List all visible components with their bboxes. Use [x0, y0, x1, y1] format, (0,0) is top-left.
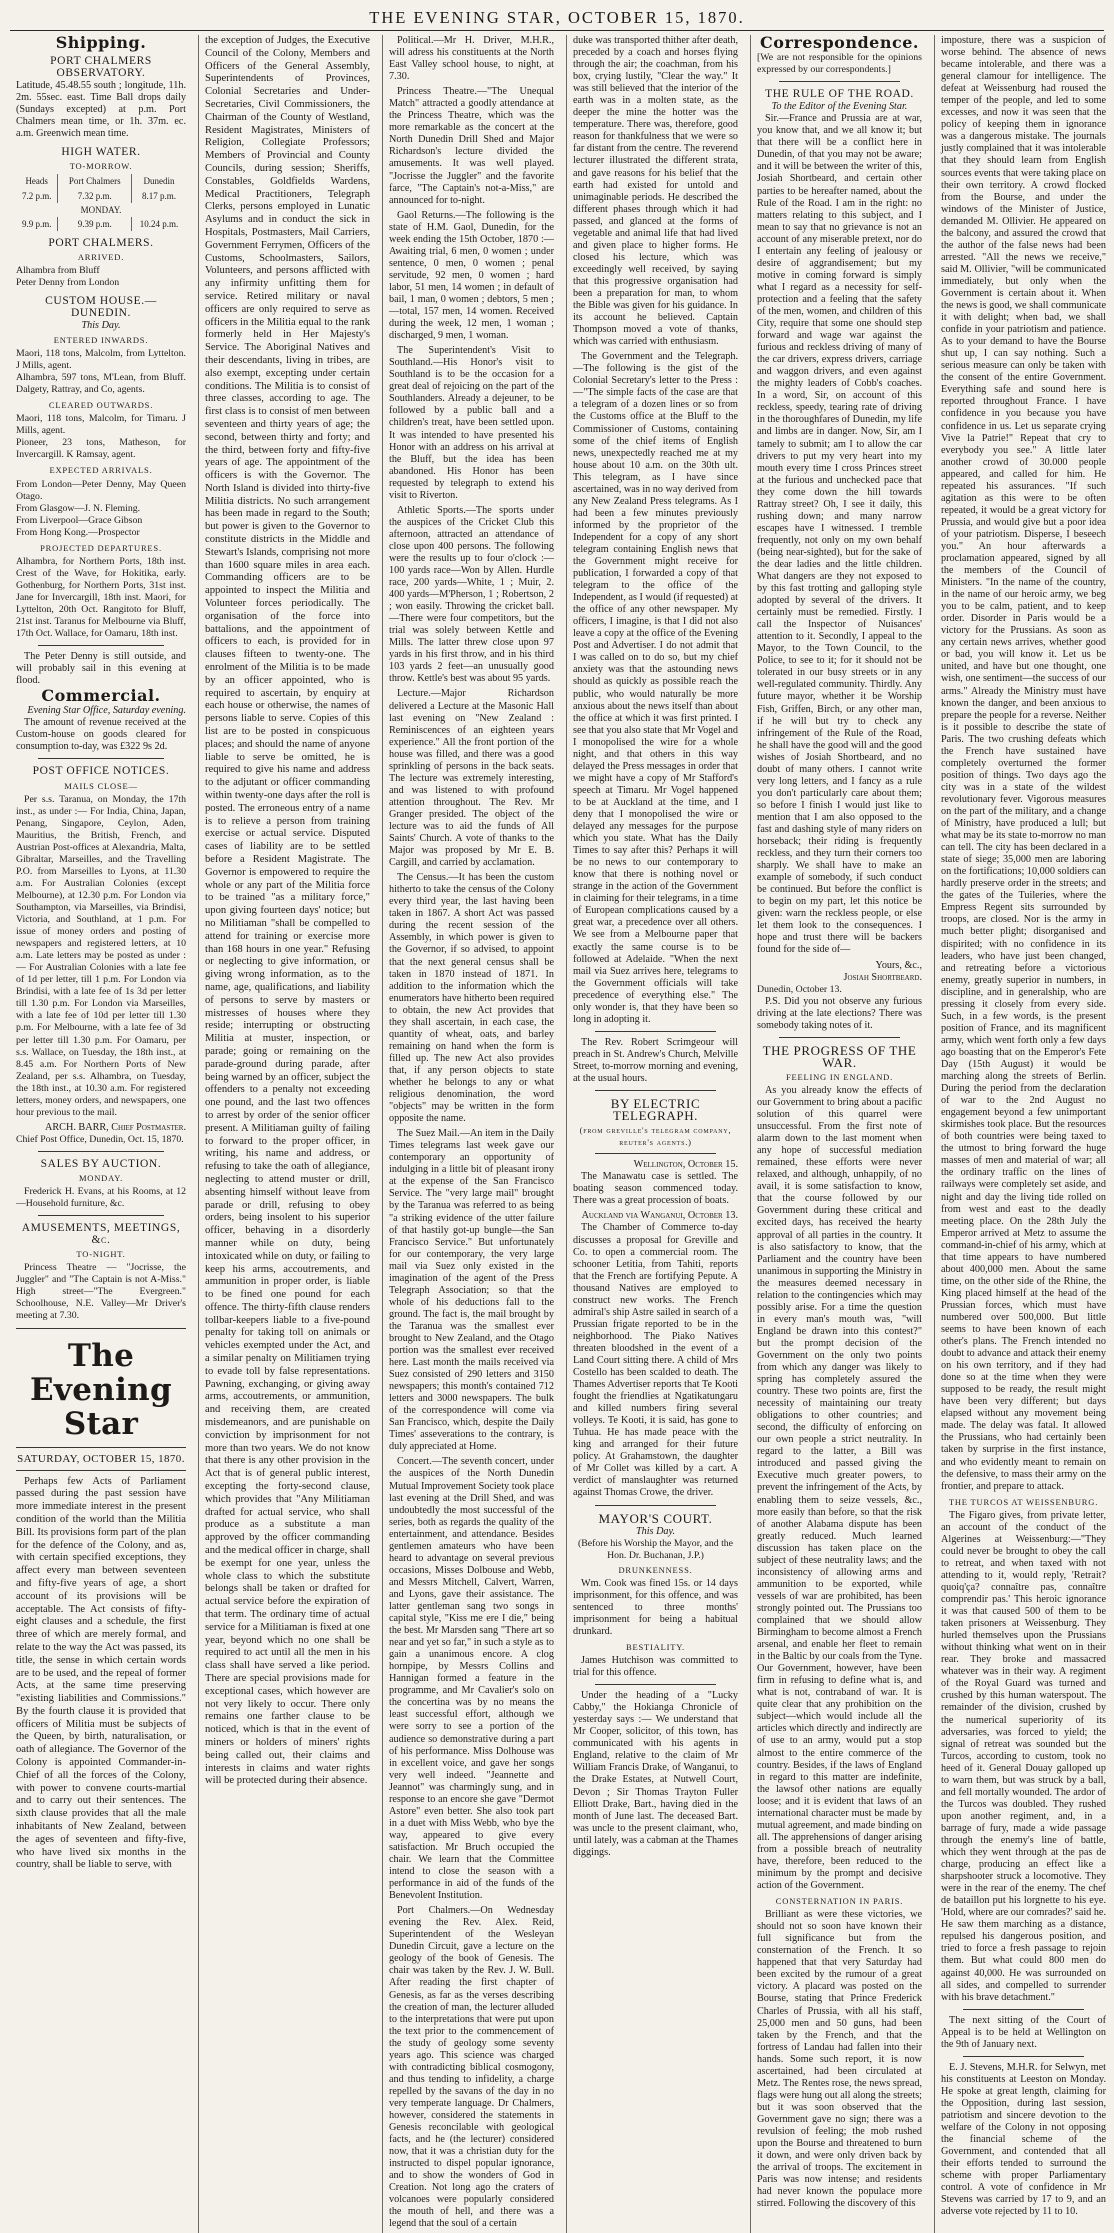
expected-label: EXPECTED ARRIVALS. [49, 465, 153, 476]
concert-note: Concert.—The seventh concert, under the auspices of the North Dunedin Mutual Improvement Society took place last evening at the Drill Shed, and was undoubtedly the most successful of the series, both as regards the quality of the entertainment, and attendance. Besides gentlemen amateurs who have been heard to advantage on several previous occasions, Misses Dolbouse and Webb, and Messrs Mitchell, Calvert, Warren, and Lyons, gave their assistance. The latter gentleman sang two songs in capital style, "Kiss me ere I die," being the best. Mr Marsden sang "There art so near and yet so far," in such a style as to gain a unanimous encore. A clog hornpipe, by Messrs Collins and Hannigan formed a feature in the programme, and Mr Cavalier's solo on the concertina was by no means the least successful effort, although we were sorry to see a portion of the audience so demonstrative during a part of his performance. Miss Dolhouse was in excellent voice, and gave her songs very well indeed. "Jeannette and Jeannot" was charmingly sung, and in response to an encore she gave "Dermot Astore" even better. She also took part in a duet with Miss Webb, who bye the way, appeared to give every satisfaction. Mr Bruch occupied the chair. We learn that the Committee intend to close the season with a performance in aid of the funds of the Benevolent Institution. [389, 1456, 554, 1902]
divider [595, 1153, 716, 1154]
court-appeal-note: The next sitting of the Court of Appeal is to be held at Wellington on the 9th of January next. [941, 2014, 1106, 2050]
arrived-label: ARRIVED. [77, 251, 125, 262]
bestiality-label: BESTIALITY. [626, 1642, 685, 1652]
mayors-court-before: (Before his Worship the Mayor, and the Hon. Dr. Buchanan, J.P.) [577, 1537, 734, 1561]
paris-subtitle: CONSTERNATION IN PARIS. [775, 1896, 904, 1907]
tide-cell: 9.39 p.m. [58, 217, 132, 231]
gaol-note: Gaol Returns.—The following is the state of H.M. Gaol, Dunedin, for the week ending the 15th October, 1870 :—Awaiting trial, 6 men, 0 women ; under sentence, 0 men, 0 women ; penal servitude, 92 men, 0 women ; hard labor, 51 men, 14 women ; in default of bail, 1 man, 0 women ; debtors, 5 men ;—total, 157 men, 14 women. Received during the week, 12 men, 1 woman ; discharged, 9 men, 1 woman. [389, 209, 554, 342]
lecture-continued: duke was transported thither after death, preceded by a coach and horses flying through the air; the coachman, from his box, crying lustily, "Clear the way." It was still believed that the interior of the earth was in a molten state, as the deeper the mine the hotter was the temperature. There was, therefore, good reason for thankfulness that we were so far distant from the centre. The reverend lecturer illustrated the different strata, and gave reasons for his belief that the earth had existed for untold and unimaginable periods. He described the different phases through which it had passed, and glanced at the forms of vegetable and animal life that had lived and given place to higher forms. He closed his lecture, which was exceedingly well received, by saying that this progressive organisation had been a preparation for man, to whom the Bible was given for his guidance. In its account he believed. Captain Thompson moved a vote of thanks, which was carried with enthusiasm. [573, 35, 738, 348]
tide-col-port: Port Chalmers [58, 174, 132, 188]
tide-cell: 7.32 p.m. [58, 189, 132, 203]
amusements-text: Princess Theatre — "Jocrisse, the Juggler" and "The Captain is not A-Miss." High street—"The Evergreen." Schoolhouse, N.E. Valley—Mr Driver's meeting at 7.30. [16, 1262, 186, 1322]
denny-note: The Peter Denny is still outside, and will probably sail in this evening at flood. [16, 651, 186, 687]
tide-cell: 10.24 p.m. [139, 218, 179, 229]
sales-day: MONDAY. [78, 1172, 124, 1183]
port-chalmers-note: Port Chalmers.—On Wednesday evening the Rev. Alex. Reid, Superintendent of the Wesleyan Dunedin Circuit, gave a lecture on the geology of the book of Genesis. The chair was taken by the Rev. J. W. Bull. After reading the first chapter of Genesis, as far as the verses describing the creation of man, the lecturer alluded to the interpretations that were put upon the text prior to the commencement of the study of geology some seventy years ago. This science was charged with contradicting biblical cosmogony, and thus tending to infidelity, a charge repelled by the savans of the day in no very temperate language. Dr Chalmers, however, considered the statements in Genesis reconcilable with geological facts, and he (the lecturer) considered now, that it was a christian duty for the instructed to dispel popular ignorance, and to show the wonders of God in Creation. Not long ago the craters of volcanoes were popularly considered the mouth of hell, and there was a legend that the soul of a certain [389, 1905, 554, 2230]
letter-place: Dunedin, October 13. [757, 983, 842, 995]
figaro-text: The Figaro gives, from private letter, an account of the conduct of the Algerines at Weissenburg:—"They could never be brought to obey the call to retreat, and when taxed with not attending to it, would reply, 'Retrait? quoiq'ça? connaître pas, connaître comprendir pas.' This heroic ignorance it was that caused 500 of them to be taken prisoners at Weissenburg. They hurled themselves upon the Prussians without thinking what went on in their rear. They broke and massacred whatever was in their way. A regiment of the Royal Guard was turned and crushed by this human waterspout. The remainder of the division, crushed by the numerical superiority of its adversaries, was forced to yield; the signal of retreat was sounded but the Turcos, according to custom, took no heed of it. General Douay galloped up to warn them, but was struck by a ball, and fell mortally wounded. The ardor of the Turcos was doubled. They rushed upon another regiment, and, in a barrage of fury, made a wide passage through the enemy's line of battle, which they went through at the pas de charge, producing an effect like a sharpshooter struck a locomotive. They were in the rear of the enemy. The chef de bataillon put his lorgnette to his eye. 'Hold, where are our comrades?' said he. He saw them marching as a distance, repulsed his dangerous position, and tried to force a fresh passage to rejoin them. But what could 800 men do against 40,000. He was surrounded on all sides, and compelled to surrender with his brave detachment." [941, 1509, 1106, 2003]
athletic-note: Athletic Sports.—The sports under the auspices of the Cricket Club this afternoon, attracted an attendance of close upon 400 persons. The following were the results up to four o'clock :—100 yards race—Won by Allen. Hurdle race, 200 yards—White, 1 ; Muir, 2. 400 yards—M'Pherson, 1 ; Robertson, 2 ; won easily. Throwing the cricket ball.—There were four competitors, but the trial was solely between Kettle and Mills. The latter threw close upon 97 yards in his first throw, and in his third 103 yards 2 feet—an unusually good throw. Kettle's best was about 95 yards. [389, 504, 554, 685]
divider [779, 81, 900, 82]
commercial-office: Evening Star Office, Saturday evening. [27, 705, 186, 717]
column-3 [382, 35, 560, 2233]
shipping-heading: Shipping. [55, 33, 147, 52]
entered-label: ENTERED INWARDS. [53, 334, 149, 345]
amusements-title: AMUSEMENTS, MEETINGS, &c. [21, 1222, 181, 1247]
drunkenness-text: Wm. Cook was fined 15s. or 14 days imprisonment, for this offence, and was sentenced to three months' imprisonment for being a habitual drunkard. [573, 1577, 738, 1637]
war-text: As you already know the effects of our Government to bring about a pacific solution of this quarrel were unsuccessful. From the first note of alarm down to the last moment when any hope of successful mediation remained, these efforts were never relaxed, and although, unhappily, of no avail, it is some satisfaction to know, that the course followed by our Government during these critical and excited days, has received the hearty approval of all parties in the country. It is also satisfactory to know, that the Parliament and the country have been unanimous in supporting the Ministry in the measures deemed necessary in relation to the contingencies which may possibly arise. For a time the question in every man's mouth was, "will England be drawn into this contest?" but the prompt decision of the Government on the only two points from which any danger was likely to spring has completely assured the country. These two points are, first the necessity of maintaining our treaty obligations to other countries; and second, the difficulty of enforcing on our own people a strict neutrality. In regard to the latter, a Bill was introduced and passed giving the Executive much greater powers, to prevent the infringement of the Acts, by enabling them to seize vessels, &c., more easily than before, so that the risk of another Alabama dispute has been greatly reduced. Much learned discussion has taken place on the subject of these neutrality laws; and the inconsistency of allowing arms and ammunition to be exported, while vessels of war are prohibited, has been strongly pointed out. The Prussians too complained that we should allow Birmingham to become almost a French arsenal, and enable her fleet to remain in the Baltic by our coals from the Tyne. Our Government, however, have been firm in refusing to define what is, and what is not, contraband of war. It is quite clear that any prohibition on the subject—which would include all the articles which directly and indirectly are of use to an army, would put a stop almost to the entire commerce of the country. Besides, if the laws of England in regard to this matter are indefinite, the lawsof other nations are equally loose; and it is evident that laws of an international character must be made by mutual agreement, and made binding on all. The apprehensions of danger arising from a possible breach of neutrality have, therefore, been reduced to the minimum by the prompt and decisive action of the Government. [757, 1084, 922, 1892]
leader-date: SATURDAY, OCTOBER 15, 1870. [17, 1452, 185, 1465]
column-2 [198, 35, 376, 2233]
militia-article: the exception of Judges, the Executive Council of the Colony, Members and Officers of the General Assembly, Superintendents of Provinces, Colonial Secretaries and Under-Secretaries, Civil Commissioners, the Chairman of the County of Westland, Resident Magistrates, Ministers of Religion, Collegiate Professors; Members of Provincial and County Councils, during session; Sheriffs, Constables, Goldfields Wardens, Medical Practitioners, Telegraph Clerks, persons employed in Lunatic Asylums and in conduct the sick in Hospitals, Postmasters, Mail Carriers, Government Ferrymen, Officers of the Customs, Schoolmasters, Sailors, Volunteers, and persons afflicted with any infirmity unfitting them for service. Retired military or naval officers are only required to serve as officers in the Militia equal to the rank formerly held in Her Majesty's Service. The Aboriginal Natives and their descendants, living in tribes, are also exempt, excepting under certain conditions. The Militia is to consist of three classes, according to age. The first class is to consist of men between seventeen and thirty years of age; the second, between thirty and forty; and the third, between forty and fifty-five years of age. The appointment of the officers is with the Governor. The North Island is divided into thirty-five Militia districts. No such arrangement has been made in regard to the South; but power is given to the Governor to constitute districts in the Middle and Stewart's Islands, comprising not more than 1600 square miles in area each. Commanding officers are to be appointed to inspect the Militia and Volunteer forces periodically. The organisation of the force into battalions, and the appointment of officers to each, is provided for in clauses fifteen to twenty-one. The enrolment of the Militia is to be made by an officer appointed, who is required to ascertain, by enquiry at each house or otherwise, the names of persons liable to serve. Copies of this list are to be posted in conspicuous places; and should the name of anyone liable to serve be omitted, he is required to give his name and address to the adjutant or officer commanding within twenty-one days after the roll is posted. The erroneous entry of a name is to relieve a person from training exercise or actual service. Disputed cases of liability are to be settled before a Resident Magistrate. The Governor is empowered to require the whole or any part of the Militia force to be trained "as a military force," upon giving fourteen days' notice; but no Militiaman "shall be compelled to attend for training or exercise more than 168 hours in one year." Refusing or neglecting to give information, or giving wrong information, as to the name, age, qualifications, and liability of persons to serve by masters or mistresses of houses where they reside; interrupting or obstructing Militia at muster, inspection, or parade; going or remaining on the parade-ground during parade, after being warned by an officer, subject the offenders to a penalty not exceeding one pound, and the last two offences to arrest by order of the senior officer present. A Militiaman guilty of failing to forward to the proper officer, in writing, his name and address, or refusing to take the oath of allegiance, neglecting to attend muster or drill, absenting himself without leave from parade or drill, refusing to obey orders, being insolent to his superior officer, behaving in a disorderly manner while on duty, being intoxicated while on duty, or failing to keep his arms, accoutrements, and ammunition in proper order, is liable to be fined one pound for each offence. The thirty-fifth clause renders tollbar-keepers liable to a five-pound penalty for taking toll on animals or vehicles exempted under the Act, and a similar penalty on Militiamen trying to evade toll by false representations. Pawning, exchanging, or giving away arms, accoutrements, or ammunition, and receiving them, are created misdemeanors, and are punishable on conviction by imprisonment for not more than two years. We do not know that there is any other provision in the Act that is of general public interest, excepting the forty-second clause, which provides that "Any Militiaman drafted for actual service, who shall produce as a substitute a man approved by the officer commanding and the medical officer in charge, shall be exempt for one year, unless the whole class to which the substitute belongs shall be taken or drafted for actual service before the expiration of that term. The ordinary time of actual service for a Militiaman is fixed at one year, beyond which no one shall be required to act until all the men in his class shall have served a like period. There are special provisions made for exceptional cases, which however are not very likely to occur. There only remains one farther clause to be noticed, which is that in the event of miners or holders of miners' rights being called out, their claims and interests in claims and water rights will be protected during their absence. [205, 35, 370, 1787]
bestiality-text: James Hutchison was committed to trial for this offence. [573, 1655, 738, 1679]
divider [38, 645, 164, 646]
column-6 [934, 35, 1112, 2233]
cleared-text: Maori, 118 tons, Malcolm, for Timaru. J Mills, agent. Pioneer, 23 tons, Matheson, for Invercargill. K Ramsay, agent. [16, 413, 186, 461]
high-water-title: HIGH WATER. [61, 146, 141, 159]
suez-note: The Suez Mail.—An item in the Daily Times telegrams last week gave our contemporary an opportunity of indulging in a little bit of pleasant irony at the expense of the San Francisco Service. The "very large mail" brought by the Taranua was referred to as being "a striking evidence of the utter failure of that hastily got-up bungle—the San Francisco Service." But unfortunately for our contemporary, the very large mail via Suez only existed in the imagination of the agent of the Press Telegraph Association; so that the whole of his deductions fall to the ground. The fact is, the mail brought by the Taranua was the smallest ever brought to New Zealand, and the Otago portion was the smallest ever received here. Last month the mails received via Suez consisted of 290 letters and 3150 newspapers; this month's contained 712 letters and 3000 newspapers. The bulk of the correspondence will come via San Francisco, which, despite the Daily Times' asseverations to the contrary, is duly appreciated at Home. [389, 1128, 554, 1453]
this-day: This Day. [81, 319, 121, 331]
tomorrow-label: TO-MORROW. [69, 161, 133, 172]
divider [595, 1090, 716, 1091]
correspondence-note: [We are not responsible for the opinions expressed by our correspondents.] [757, 52, 922, 76]
divider [595, 1684, 716, 1685]
letter-address: To the Editor of the Evening Star. [771, 101, 908, 113]
theatre-note: Princess Theatre.—"The Unequal Match" attracted a goodly attendance at the Princess Theatre, which was the more remarkable as the concert at the North Dunedin Drill Shed and Major Richardson's lecture divided the amusements. It was well played. "Jocrisse the Juggler" and the favorite farce, "The Captain's not-a-Miss," are announced for to-night. [389, 86, 554, 206]
columns [10, 33, 1106, 2230]
census-note: The Census.—It has been the custom hitherto to take the census of the Colony every third year, the last having been taken in 1867. A short Act was passed during the recent session of the Assembly, in which power is given to the Governor, if so advised, to appoint that the next general census shall be taken in 1870 instead of 1871. In addition to the information which the enumerators have hitherto been required to obtain, the new Act provides that they shall ascertain, in each case, the quantity of wheat, oats, and barley remaining on hand when the form is filled up. The new Act also provides that, if any person objects to state whether he belongs to any or what religious denomination, the word "objects" may be written in the form opposite the name. [389, 872, 554, 1125]
departures-text: Alhambra, for Northern Ports, 18th inst. Crest of the Wave, for Hokitika, early. Gothenburg, for Northern Ports, 31st inst. Jane for Invercargill, 18th inst. Maori, for Lyttelton, 20th Oct. Rangitoto for Bluff, 21st inst. Taranus for Melbourne via Bluff, 17th Oct. Wallace, for Oamaru, 18th inst. [16, 555, 186, 640]
divider [16, 1447, 186, 1448]
divider [16, 1328, 186, 1329]
lucky-cabby-note: Under the heading of a "Lucky Cabby," the Hokianga Chronicle of yesterday says :— We understand that Mr Cooper, solicitor, of this town, has communicated with his agents in England, relative to the claim of Mr William Francis Drake, of Wanganui, to the Drake Estates, at Nutwell Court, Devon ; Sir Thomas Trayton Fuller Elliott Drake, Bart., having died in the month of June last. The deceased Bart. was uncle to the present claimant, who, until lately, was a cabman at the Thames diggings. [573, 1690, 738, 1858]
letter-body: Sir.—France and Prussia are at war, you know that, and we all know it; but that there will be a conflict here in Dunedin, of that you may not be aware; and it will be between the writer of this, Josiah Shortbeard, and certain other parties to be hereafter named, about the Rule of the Road. I am in the right: no matters relating to this subject, and I mean to say that no grievance is not an account of any miserable pretext, nor do I entertain any feeling of jealousy or desire of aggrandisement; but my motive in coming forward is simply what I regard as a necessity for self-protection and a feeling that the safety of the men, women, and children of this City, require that some one should step forward and wage war against the furious and reckless driving of many of the car drivers, express drivers, carriage and waggon drivers, and even against the mighty leaders of Cobb's coaches. In a word, Sir, on account of this reckless, speedy, tearing rate of driving in the thoroughfares of Dunedin, my life and limbs are in danger. Now, Sir, am I tamely to submit; am I to allow the car drivers to put my very heart into my mouth every time I cross Princes street at the furious and unchecked pace that they come down the hill towards Rattray street? Oh, I see it daily, this rushing down; and many narrow escapes have I witnessed. I tremble frequently, not only on my own behalf (being near-sighted), but for the sake of the dear ladies and the little children. What dangers are they not exposed to by this fast trotting and galloping style adopted by several of the drivers. It certainly must be remedied. Firstly. I call the Inspector of Nuisances' attention to it. Secondly, I appeal to the Mayor, to the Town Council, to the Police, to see to it; for it should not be tolerated in our busy streets or in any well-regulated community. Thirdly. Any future mayor, whether it be Worship Fish, Griffen, Birch, or any other man, if he will but try to check any infringement of the Rule of the Road, he shall have the good will and the good wishes of Josiah Shortbeard, and no doubt of many others. I cannot write very long letters, and I fancy as a rule you don't particularly care about them; so before I finish I would just like to mention that I am also opposed to the fast and dashing style of many riders on horseback; their riding is frequently reckless, and they turn their corners too sharply. We shall have to make an example of somebody, if such conduct be continued. But before the conflict is to begin on my part, let this notice be given: warn the reckless people, or else let them look to the consequences. I hope and trust there will be backers found for the side of— [757, 113, 922, 956]
auckland-dateline: Auckland via Wanganui, October 13. [581, 1210, 738, 1222]
masthead [10, 0, 1104, 31]
divider [16, 1470, 186, 1471]
divider [595, 1505, 716, 1506]
leader-article: Perhaps few Acts of Parliament passed during the past session have more immediate interest in the present condition of the world than the Militia Bill. Its provisions form part of the plan for the defence of the Colony, and as, with certain specified exceptions, they affect every man between seventeen and fifty-five years of age, a short account of its provisions will be acceptable. The Act consists of fifty-eight clauses and a schedule, the first three of which are merely formal, and relate to the way the Act was passed, its title, the sense in which certain words are to be used, and the repeal of former Acts, at the same time preserving "existing liabilities and Commissions." By the fourth clause it is provided that officers of Militia must be subjects of the Queen, by birth, naturalisation, or oath of allegiance. The Governor of the Colony is appointed Commander-in-Chief of all the forces of the Colony, with power to convene courts-martial and to carry out their sentences. The sixth clause provides that all the male inhabitants of New Zealand, between the ages of seventeen and fifty-five, who have lived six months in the country, shall be liable to serve, with [16, 1475, 186, 1871]
war-subtitle: FEELING IN ENGLAND. [785, 1071, 894, 1082]
lecture-note: Lecture.—Major Richardson delivered a Lecture at the Masonic Hall last evening on "New Zealand : Reminiscences of an eighteen years experience." All the front portion of the house was filled, and there was a good sprinkling of persons in the back seats. The lecture was extremely interesting, and was listened to with profound attention throughout. The Rev. Mr Granger presided. The object of the lecture was to aid the funds of All Saints' Church. A vote of thanks to the Major was proposed by Mr E. B. Cargill, and carried by acclamation. [389, 688, 554, 869]
divider [38, 758, 164, 759]
visit-note: The Superintendent's Visit to Southland.—His Honor's visit to Southland is to be the occasion for a great deal of rejoicing on the part of the Southlanders. Already a dejeuner, to be followed by a public ball and a children's treat, have been settled upon. It was intended to have presented his Honor with an address on his arrival at the Bluff, but the idea has been abandoned. His Honor has been requested by telegraph to extend his visit to Riverton. [389, 345, 554, 501]
custom-house-title: CUSTOM HOUSE.—DUNEDIN. [45, 294, 157, 319]
column-4 [566, 35, 744, 2233]
war-title: THE PROGRESS OF THE WAR. [762, 1042, 917, 1070]
mayors-court-title: MAYOR'S COURT. [598, 1510, 713, 1526]
mayors-court-day: This Day. [635, 1525, 676, 1537]
divider [38, 1215, 164, 1216]
tide-cell: 8.17 p.m. [142, 190, 177, 201]
letter-closing: Yours, &c., [875, 959, 922, 971]
telegraph-subtitle: (from greville's telegram company, reuter's agents.) [579, 1125, 732, 1148]
telegraph-title: BY ELECTRIC TELEGRAPH. [610, 1096, 701, 1124]
commercial-text: The amount of revenue received at the Custom-house on goods cleared for consumption to-day, was £322 9s 2d. [16, 717, 186, 753]
observatory-text: Latitude, 45.48.55 south ; longitude, 11h. 2m. 55sec. east. Time Ball drops daily (Sundays excepted) at p.m. Port Chalmers mean time, or 1h. 37m. ec. a.m. Greenwich mean time. [16, 80, 186, 140]
tide-table [16, 174, 186, 230]
observatory-title: PORT CHALMERS OBSERVATORY. [50, 55, 152, 80]
paris-text: Brilliant as were these victories, we should not so soon have known their full significance but from the consternation of the French. It so happened that that very Saturday had been excited by the rumour of a great victory. A placard was posted on the Bourse, stating that Prince Frederick Charles of Prussia, with all his staff, 25,000 men and 50 guns, had been taken by the French, and that the fortress of Landau had fallen into their hands. Some such report, it is now ascertained, had been circulated at Metz. The Rentes rose, the news spread, flags were hung out all along the streets; but it was soon observed that the Government gave no sign; there was a revulsion of feeling; the mob rushed upon the Bourse and threatened to burn it down, and were only driven back by the arrival of troops. The excitement in Paris was now intense; and residents had never known the populace more stirred. Following the discovery of this [757, 1909, 922, 2210]
stevens-note: E. J. Stevens, M.H.R. for Selwyn, met his constituents at Leeston on Monday. He spoke at great length, claiming for the Opposition, during last session, patriotism and sincere devotion to the welfare of the Colony in not opposing the financial scheme of the Government, and contended that all their efforts tended to surround the scheme with proper Parliamentary control. A vote of confidence in Mr Stevens was carried by 17 to 9, and an adverse vote rejected by 11 to 10. [941, 2061, 1106, 2218]
departures-label: PROJECTED DEPARTURES. [40, 542, 162, 553]
mails-close-label: MAILS CLOSE— [64, 780, 138, 791]
amusements-day: TO-NIGHT. [76, 1249, 126, 1260]
sales-text: Frederick H. Evans, at his Rooms, at 12—Household furniture, &c. [16, 1186, 186, 1210]
evening-star-flag: The Evening Star [30, 1337, 172, 1442]
arrived-text: Alhambra from Bluff Peter Denny from London [16, 264, 120, 288]
divider [595, 1031, 716, 1032]
paris-continued: imposture, there was a suspicion of worse behind. The absence of news became intolerable, and there was a general clamour for intelligence. The defeat at Weissenburg had roused the temper of the people, and led to some excesses, and now it was seen that the policy of keeping them in ignorance was a dangerous mistake. The journals justly complained that it was intolerable that they should learn from English sources events that were taking place on their own territory. A crowd flocked from the Bourse, and under the windows of the Minister of Justice, demanded M. Ollivier. He appeared on the balcony, and assured the crowd that the author of the false news had been arrested. "All the news we receive," said M. Ollivier, "will be communicated immediately, but only when the Government is certain about it. When the news is good, we shall communicate it with delight; when bad, we shall confide in your patriotism and patience. As to your demand to have the Bourse shut up, I can say nothing. Such a serious measure can only be taken with the consent of the entire Government. Everything safe and sound here is reported throughout France. I have confidence in you because you have confidence in us. Let us separate crying Vive la Patrie!" Repeat that cry to everybody you see." A little later another crowd of 30.000 people appeared, and called for him. He repeated his assurances. "If such agitation as this were to be often repeated, it would be a great victory for Prussia, and would give but a poor idea of your patriotism. Disperse, I beseech you." An hour afterwards a proclamation appeared, signed by all the members of the Council of Ministers. "In the name of the country, in the name of our heroic army, we beg you to be calm, patient, and to keep order. Disorder in Paris would be a victory for the Prussians. As soon as any certain news arrives, whether good or bad, you will know it. Let us be united, and have but one thought, one wish, one sentiment—the success of our arms." Already the Ministry must have known the danger, and been anxious to prepare the people for a reverse. Neither is it possible to describe the state of Paris. The two crushing defeats which the French have sustained have completely overturned the former position of things. Two days ago the city was in a state of the wildest revolutionary fever. Vigorous measures on the part of the military, and a change of Ministry, have produced a lull; but what may be its state to-morrow no man can tell. The city has been declared in a state of siege; 35,000 men are laboring on the fortifications; 10,000 soldiers can hardly preserve order in the streets; and the gates of the Tuileries, where the Empress Regent sits surrounded by troops, are closed. Nor is the army in much better plight; disorganised and dispirited; with no confidence in its leaders, who have just been changed, and retreating before a victorious enemy, greatly superior in numbers, in discipline, and in generalship, who are pressing it closely from every side. Such, in a few words, is the present position of France, and its magnificent army, which went forth only a few days ago boasting that on the Emperor's Fete Day (15th August) it would be marching along the streets of Berlin. During the period from the declaration of war to the 2nd August no engagement beyond a few unimportant skirmishes took place. But the resources of both countries were being taxed to the utmost to bring forward the huge masses of men and material of war; all the ordinary traffic on the lines of railways were completely set aside, and night and day the living tide rolled on from west and east to the deadly meeting place. On the 28th July the Emperor arrived at Metz to assume the command-in-chief of his army, which at that time appears to have numbered about 400,000 men. About the same time, on the other side of the Rhine, the King placed himself at the head of the Prussian forces, which must have numbered over 500,000. But little seems to have been known of each other's plans. The French intended no doubt to advance and attack their enemy on his own territory, and if they had done so at the time when they were supposed to be ready, the result might have been very different; but days elapsed without any movement being made. The delay was fatal. It allowed the Prussians, who had certainly been taken by surprise in the first instance, and who evidently meant to remain on the defensive, to mass their army on the frontier, and prepare to attack. [941, 35, 1106, 1492]
commercial-heading: Commercial. [41, 686, 161, 706]
port-chalmers-title: PORT CHALMERS. [48, 236, 154, 249]
wellington-dateline: Wellington, October 15. [633, 1159, 738, 1171]
divider [963, 2009, 1084, 2010]
divider [779, 1037, 900, 1038]
column-1 [10, 35, 192, 2233]
auckland-text: The Chamber of Commerce to-day discusses a proposal for Greville and Co. to open a commercial room. The schooner Letitia, from Tahiti, reports that the French are fortifying Pepute. A thousand Natives are employed to construct new works. The French admiral's ship Astre sailed in search of a Prussian frigate reported to be in the neighborhood. The Piako Natives threaten bloodshed in the event of a Land Court sitting there. A child of Mrs Costello has been scalded to death. The Thames Advertiser reports that Te Kooti fought the friendlies at Ngatikatungaru and killed numbers firing several volleys. Te Kooti, it is said, has gone to Tuhua. He has made peace with the king and arranged for their future policy. At Grahamstown, the daughter of Mr Collet was killed by a cart. A verdict of manslaughter was returned against Thomas Crowe, the driver. [573, 1222, 738, 1499]
government-telegraph-note: The Government and the Telegraph.—The following is the gist of the Colonial Secretary's letter to the Press :—"The simple facts of the case are that a telegram of a dozen lines or so from the Customs office at the Bluff to the Commissioner of Customs, containing some of the chief items of English news, unexpectedly reached me at my house about 10 a.m. on the 30th ult. This telegram, as I have since ascertained, was in no way derived from any New Zealand Press telegrams. As I had been a few minutes previously informed by the proprietor of the Independent for a copy of any short telegram containing English news that the Government might receive for publication, I forwarded a copy of that telegram to the office of the Independent, as I would (if requested) at the office of any other newspaper. My officers, I imagine, is that I did not also leave a copy at the office of the Evening Post and Advertiser. I do not admit that I was called on to do so, but my chief anxiety was that the astounding news should as quickly as possible reach the public, who would naturally be more anxious about the news itself than about the office at which it was first printed. I see that you also state that Mr Vogel and I monopolised the wire for a whole night, and that others in this way delayed the Press messages in order that we might have a copy of Mr Stafford's speech at Timaru. Mr Vogel happened to be at Auckland at the time, and I deny that I monopolised the wire or delayed any messages for the purpose which you state. What has the Daily Times to say after this? Perhaps it will be no news to our contemporary to know that there is nothing novel or strange in the action of the Government in claiming for their telegrams, in a time of European complications caused by a great war, a precedence over all others. We see from a Melbourne paper that exactly the same course is to be followed at Adelaide. "When the next mail via Suez arrives here, telegrams to the Government officials will take precedence of everything else." The only wonder is, that they have been so long in adopting it. [573, 351, 738, 1025]
divider [38, 1151, 164, 1152]
monday-label: MONDAY. [80, 204, 122, 215]
column-5 [750, 35, 928, 2233]
tide-col-dunedin: Dunedin [143, 176, 175, 187]
post-office-title: POST OFFICE NOTICES. [32, 765, 170, 778]
turcos-subtitle: THE TURCOS AT WEISSENBURG. [948, 1496, 1099, 1507]
rule-of-road-title: THE RULE OF THE ROAD. [765, 88, 914, 101]
post-office-place: Chief Post Office, Dunedin, Oct. 15, 1870. [16, 1133, 184, 1145]
correspondence-heading: Correspondence. [760, 33, 919, 52]
tide-cell: 7.2 p.m. [16, 189, 58, 203]
masthead-title: THE EVENING STAR, OCTOBER 15, 1870. [369, 8, 745, 27]
tide-cell: 9.9 p.m. [16, 217, 58, 231]
wellington-text: The Manawatu case is settled. The boating season commenced today. There was a great procession of boats. [573, 1171, 738, 1207]
letter-signature: Josiah Shortbeard. [843, 971, 922, 983]
letter-postscript: P.S. Did you not observe any furious driving at the late elections? There was somebody taking notes of it. [757, 995, 922, 1031]
church-note: The Rev. Robert Scrimgeour will preach in St. Andrew's Church, Melville Street, to-morrow morning and evening, at the usual hours. [573, 1036, 738, 1084]
political-note: Political.—Mr H. Driver, M.H.R., will adress his constituents at the North East Valley school house, to night, at 7.30. [389, 35, 554, 83]
tide-col-heads: Heads [16, 174, 58, 188]
postmaster-signature: ARCH. BARR, Chief Postmaster. [45, 1121, 186, 1133]
post-office-text: Per s.s. Taranua, on Monday, the 17th inst., as under :— For India, China, Japan, Penang, Singapore, Ceylon, Aden, Mauritius, the British, French, and Austrian Post-offices at Alexandria, Malta, Gibraltar, Marseilles, and the Travelling P.O. from Marseilles to Lyons, at 11.30 a.m. For Australian Colonies (except Melbourne), at 12.30 p.m. For London via Southampton, via Marseilles, via Brindisi, Victoria, and Southland, at 1 p.m. For issue of money orders and posting of newspapers and registered letters, at 10 a.m. Late letters may be posted as under :— For Australian Colonies with a late fee of 1d per letter, till 1 p.m. For London via Brindisi, with a late fee of 1s 3d per letter till 1.30 p.m. For London via Marseilles, with a late fee of 10d per letter till 1.30 p.m. For Melbourne, with a late fee of 3d per letter till 1.30 p.m. For Oamaru, per s.s. Wallace, on Tuesday, the 18th inst., at 8.45 a.m. For Northern Ports of New Zealand, per s.s. Alhambra, on Tuesday, the 18th inst., at 10.30 a.m. For registered letters, money orders, and newspapers, one hour previous to the mail. [16, 793, 186, 1118]
cleared-label: CLEARED OUTWARDS. [48, 400, 154, 411]
expected-text: From London—Peter Denny, May Queen Otago. From Glasgow—J. N. Fleming. From Liverpool—Grace Gibson From Hong Kong.—Prospector [16, 478, 186, 538]
divider [963, 2056, 1084, 2057]
sales-title: SALES BY AUCTION. [40, 1157, 162, 1170]
drunkenness-label: DRUNKENNESS. [618, 1564, 693, 1575]
entered-text: Maori, 118 tons, Malcolm, from Lyttelton. J Mills, agent. Alhambra, 597 tons, M'Lean, from Bluff. Dalgety, Rattray, and Co, agents. [16, 348, 186, 396]
